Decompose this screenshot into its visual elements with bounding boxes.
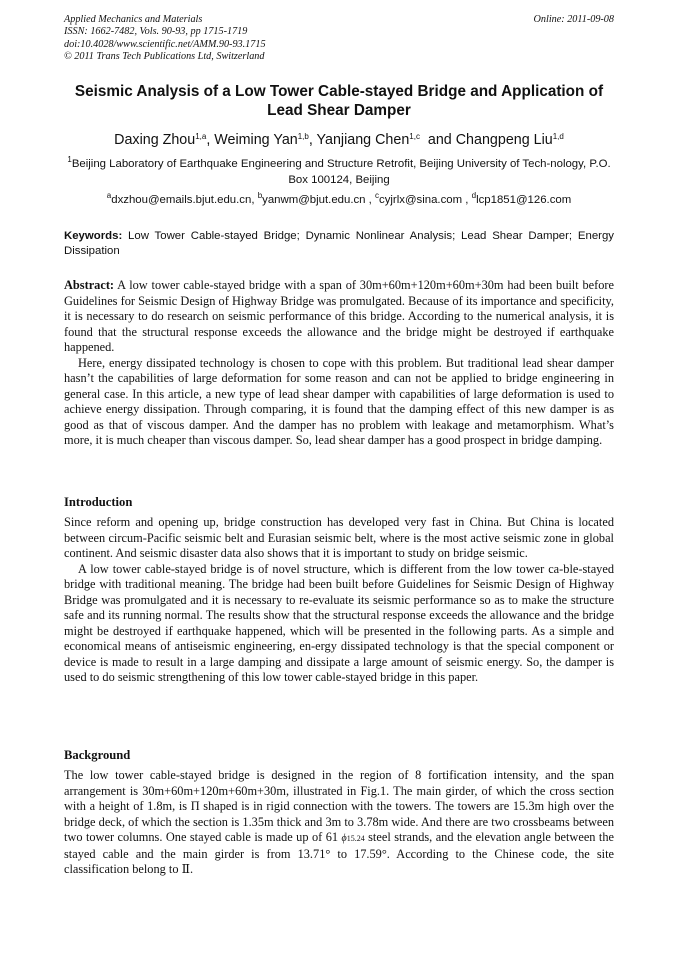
author: Daxing Zhou$^{1,a}$, <box>114 132 215 148</box>
abstract-label: Abstract: <box>64 278 115 292</box>
journal-name: Applied Mechanics and Materials <box>64 14 203 25</box>
email: $^c$cyjrlx@sina.com , <box>375 191 472 206</box>
email: $^d$lcp1851@126.com <box>471 191 572 206</box>
affiliation: $^1$Beijing Laboratory of Earthquake Engineering and Structure Retrofit, Beijing University of Tech-nology, P.O. Box 100124, Beijing <box>67 155 611 186</box>
online-date: Online: 2011-09-08 <box>533 14 614 25</box>
abstract-paragraph: Abstract: A low tower cable-stayed bridge with a span of 30m+60m+120m+60m+30m had been built before Guidelines for Seismic Design of Highway Bridge was promulgated. Because of its importance and specificity, it is necessary to do research on seismic performance of this bridge. According to the numerical analysis, it is found that the structural response exceeds the allowance and the bridge might be destroyed if earthquake happened. <box>64 278 618 354</box>
author: Changpeng Liu$^{1,d}$ <box>455 132 564 148</box>
author: Weiming Yan$^{1,b}$, <box>214 132 317 148</box>
keywords-label: Keywords: <box>64 230 123 242</box>
section-heading-background: Background <box>64 748 131 762</box>
copyright-line: © 2011 Trans Tech Publications Ltd, Switzerland <box>64 51 265 63</box>
email: $^a$dxzhou@emails.bjut.edu.cn, <box>106 191 258 206</box>
author: Yanjiang Chen$^{1,c}$ and <box>316 132 456 148</box>
keywords: Keywords: Low Tower Cable-stayed Bridge; Dynamic Nonlinear Analysis; Lead Shear Damper; Energy Dissipation <box>64 230 618 258</box>
email: $^b$yanwm@bjut.edu.cn , <box>257 191 376 206</box>
abstract-paragraph: Here, energy dissipated technology is chosen to cope with this problem. But traditional lead shear damper hasn’t the capabilities of large deformation for some reason and can not be applied to bridge engineering in general case. In this article, a new type of lead shear damper with capabilities of large deformation is used to achieve energy dissipation. Through comparing, it is found that the damping effect of this new damper is as good as that of viscous damper. And the damper has no problem with leakage and metamorphism. What’s more, it is much cheaper than viscous damper. So, lead shear damper has a good prospect in bridge damping. <box>64 355 614 447</box>
body-paragraph: The low tower cable-stayed bridge is designed in the region of 8 fortification intensity, and the span arrangement is 30m+60m+120m+60m+30m, illustrated in Fig.1. The main girder, of which the cross section with a height of 1.8m, is Π shaped is in rigid connection with the towers. The towers are 15.3m high over the bridge deck, of which the section is 1.35m thick and 3m to 3.78m wide. And there are two crossbeams between two tower columns. One stayed cable is made up of 61 ϕ15.24 steel strands, and the elevation angle between the stayed cable and the main girder is from 13.71° to 17.59°. According to the Chinese code, the site classification belong to Ⅱ. <box>64 768 618 876</box>
doi-line: doi:10.4028/www.scientific.net/AMM.90-93.1715 <box>64 38 266 50</box>
section-heading-introduction: Introduction <box>64 495 133 509</box>
author-list <box>40 131 638 149</box>
background-body <box>64 768 618 878</box>
issn-line: ISSN: 1662-7482, Vols. 90-93, pp 1715-1719 <box>64 26 248 38</box>
body-paragraph: A low tower cable-stayed bridge is of novel structure, which is different from the low tower ca-ble-stayed bridge with traditional meaning. The bridge had been built before Guidelines for Seismic Design of Highway Bridge was promulgated and it is necessary to re-evaluate its seismic performance so as to make the structure safe and its running normal. The results show that the structural response exceeds the allowance and the bridge might be destroyed if earthquake happened, which will be presented in the following parts. As a simple and economical means of antiseismic engineering, en-ergy dissipated technology is that the special component or device is made to result in a large damping and dissipate a large amount of seismic energy. So, the damper is used to do seismic strengthening of this low tower cable-stayed bridge in this paper. <box>64 561 614 684</box>
journal-header <box>64 14 614 64</box>
phi-symbol: ϕ <box>341 833 347 844</box>
body-paragraph: Since reform and opening up, bridge construction has developed very fast in China. But China is located between circum-Pacific seismic belt and Eurasian seismic belt, where is the most active seismic zone in global continent. And seismic disaster data also shows that it is important to study on bridge seismic. <box>64 515 614 560</box>
email-list <box>40 193 638 208</box>
abstract <box>64 278 618 449</box>
paper-title: Seismic Analysis of a Low Tower Cable-stayed Bridge and Application of Lead Shear Damper <box>74 83 604 119</box>
introduction-body <box>64 515 614 686</box>
